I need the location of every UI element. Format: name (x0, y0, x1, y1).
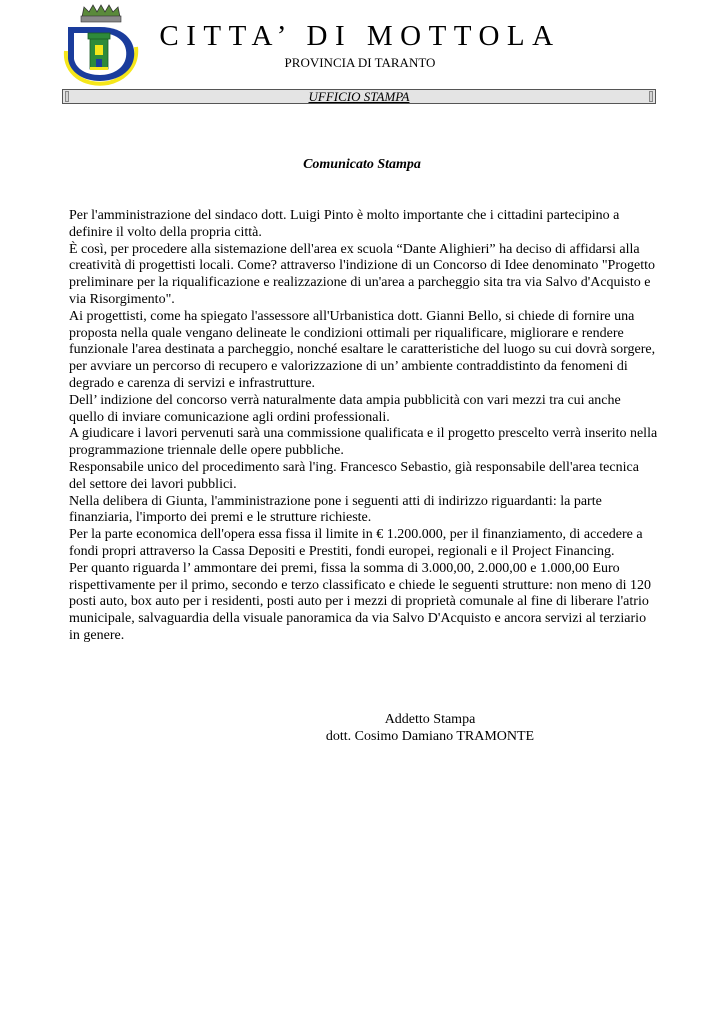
province-subtitle: PROVINCIA DI TARANTO (284, 55, 436, 70)
press-release-body (69, 208, 659, 645)
body-paragraph: Per la parte economica dell'opera essa fissa il limite in € 1.200.000, per il finanziamento, di accedere a fondi propri attraverso la Cassa Depositi e Prestiti, fondi europei, regionali e il Project Financing. (69, 527, 643, 559)
body-paragraph: Responsabile unico del procedimento sarà l'ing. Francesco Sebastio, già responsabile dell'area tecnica del settore dei lavori pubblici. (69, 459, 639, 492)
body-paragraph: Ai progettisti, come ha spiegato l'assessore all'Urbanistica dott. Gianni Bello, si chiede di fornire una proposta nella quale vengano delineate le condizioni ottimali per riqualificare, migliorare e rendere funzionale l'area destinata a parcheggio, nonché esaltare le caratteristiche del luogo su cui dovrà sorgere, per avviare un percorso di recupero e valorizzazione di un’ ambiente contraddistinto da fenomeni di degrado e carenza di servizi e infrastrutture. (69, 308, 656, 391)
body-paragraph: Dell’ indizione del concorso verrà naturalmente data ampia pubblicità con vari mezzi tra cui anche quello di inviare comunicazione agli ordini professionali. (69, 392, 621, 425)
body-paragraph: Nella delibera di Giunta, l'amministrazione pone i seguenti atti di indirizzo riguardanti: la parte finanziaria, l'importo dei premi e le strutture richieste. (69, 493, 602, 526)
body-paragraph: È così, per procedere alla sistemazione dell'area ex scuola “Dante Alighieri” ha deciso di affidarsi alla creatività di progettisti locali. Come? attraverso l'indizione di un Concorso di Idee denominato "Progetto preliminare per la riqualificazione e realizzazione di un'area a parcheggio sita tra via Salvo d'Acquisto e via Risorgimento". (69, 241, 655, 307)
body-paragraph: Per quanto riguarda l’ ammontare dei premi, fissa la somma di 3.000,00, 2.000,00 e 1.000,00 Euro rispettivamente per il primo, secondo e terzo classificato e chiede le seguenti strutture: non meno di 120 posti auto, box auto per i residenti, posti auto per i mezzi di proprietà comunale al fine di liberare l'atrio municipale, salvaguardia della visuale panoramica da via Salvo D'Acquisto e ancora servizi al terziario in genere. (69, 560, 651, 643)
body-paragraph: Per l'amministrazione del sindaco dott. Luigi Pinto è molto importante che i cittadini partecipino a definire il volto della propria città. (69, 208, 620, 240)
signature-block (280, 711, 580, 745)
office-label: UFFICIO STAMPA (308, 89, 410, 104)
city-coat-of-arms-icon (62, 3, 140, 87)
press-release-heading: Comunicato Stampa (303, 157, 421, 172)
page-title: CITTA’ DI MOTTOLA (159, 20, 561, 52)
body-paragraph: A giudicare i lavori pervenuti sarà una commissione qualificata e il progetto prescelto verrà inserito nella programmazione triennale delle opere pubbliche. (69, 426, 658, 459)
signature-name: dott. Cosimo Damiano TRAMONTE (325, 729, 535, 744)
signature-role: Addetto Stampa (384, 712, 476, 727)
office-banner (62, 89, 656, 104)
